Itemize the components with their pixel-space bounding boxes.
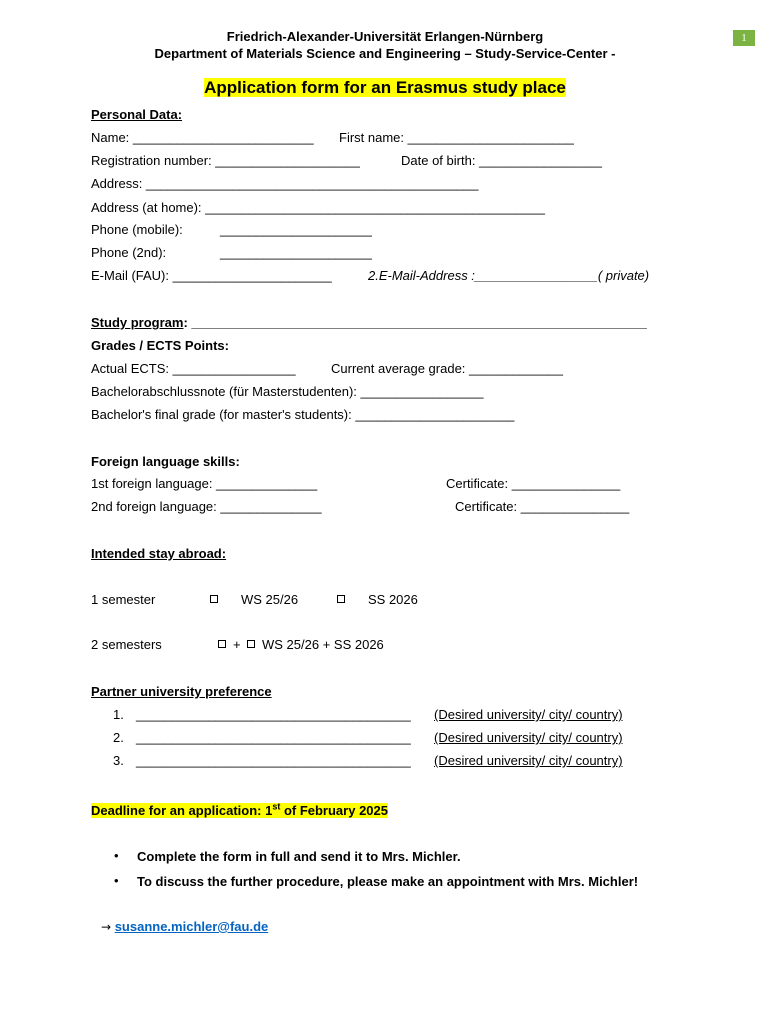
two-semesters-ss-checkbox[interactable] — [247, 640, 255, 648]
partner-item-desc: (Desired university/ city/ country) — [434, 730, 623, 745]
bullet-item: Complete the form in full and send it to Mrs. Michler. — [137, 849, 461, 864]
current-average-grade-field[interactable]: Current average grade: _____________ — [331, 361, 564, 376]
bullet-icon: • — [114, 873, 119, 888]
phone-mobile-label: Phone (mobile): — [91, 222, 183, 237]
partner-item-line[interactable]: ______________________________________ — [136, 730, 411, 745]
personal-data-heading: Personal Data: — [91, 107, 183, 122]
deadline-sup: st — [272, 802, 281, 812]
date-of-birth-field[interactable]: Date of birth: _________________ — [401, 153, 602, 168]
partner-item-desc: (Desired university/ city/ country) — [434, 753, 623, 768]
contact-email-link[interactable]: susanne.michler@fau.de — [114, 919, 269, 934]
home-address-field[interactable]: Address (at home): _______________________________________________ — [91, 200, 545, 215]
language-skills-heading: Foreign language skills: — [91, 454, 240, 469]
page-number-badge: 1 — [733, 30, 755, 46]
partner-preference-heading: Partner university preference — [91, 684, 272, 699]
address-field[interactable]: Address: ______________________________________________ — [91, 176, 479, 191]
stay-abroad-heading: Intended stay abroad: — [91, 546, 227, 561]
two-semesters-ws-checkbox[interactable] — [218, 640, 226, 648]
study-program-label: Study program — [91, 315, 184, 330]
second-language-certificate-field[interactable]: Certificate: _______________ — [455, 499, 630, 514]
plus-sign: + — [233, 637, 241, 652]
study-program-row — [91, 315, 647, 330]
ss-checkbox[interactable] — [337, 595, 345, 603]
bullet-item: To discuss the further procedure, please make an appointment with Mrs. Michler! — [137, 874, 639, 889]
ss-option-label: SS 2026 — [368, 592, 418, 607]
first-name-field[interactable]: First name: _______________________ — [339, 130, 574, 145]
first-language-certificate-field[interactable]: Certificate: _______________ — [446, 476, 621, 491]
phone-mobile-field[interactable]: _____________________ — [220, 222, 372, 237]
deadline-notice — [91, 802, 388, 818]
partner-item-number: 3. — [113, 753, 124, 768]
first-language-field[interactable]: 1st foreign language: ______________ — [91, 476, 318, 491]
phone-2nd-field[interactable]: _____________________ — [220, 245, 372, 260]
department-name: Department of Materials Science and Engineering – Study-Service-Center - — [154, 46, 616, 61]
partner-item-line[interactable]: ______________________________________ — [136, 707, 411, 722]
bachelor-grade-en-field[interactable]: Bachelor's final grade (for master's students): ______________________ — [91, 407, 515, 422]
one-semester-label: 1 semester — [91, 592, 156, 607]
deadline-text — [91, 803, 388, 818]
page-title: Application form for an Erasmus study place — [204, 78, 566, 97]
email-fau-field[interactable]: E-Mail (FAU): ______________________ — [91, 268, 332, 283]
registration-number-field[interactable]: Registration number: ____________________ — [91, 153, 360, 168]
email-private-field[interactable]: 2.E-Mail-Address :_________________( private) — [368, 268, 650, 283]
ws-checkbox[interactable] — [210, 595, 218, 603]
name-field[interactable]: Name: _________________________ — [91, 130, 314, 145]
two-semesters-label: 2 semesters — [91, 637, 162, 652]
partner-item-desc: (Desired university/ city/ country) — [434, 707, 623, 722]
partner-item-number: 1. — [113, 707, 124, 722]
bachelor-grade-de-field[interactable]: Bachelorabschlussnote (für Masterstudenten): _________________ — [91, 384, 484, 399]
partner-item-number: 2. — [113, 730, 124, 745]
ws-option-label: WS 25/26 — [241, 592, 299, 607]
deadline-prefix: Deadline for an application: 1 — [91, 803, 273, 819]
second-language-field[interactable]: 2nd foreign language: ______________ — [91, 499, 322, 514]
partner-item-line[interactable]: ______________________________________ — [136, 753, 411, 768]
two-semesters-option-label: WS 25/26 + SS 2026 — [262, 637, 384, 652]
study-program-field[interactable]: : _______________________________________________________________ — [183, 315, 647, 330]
arrow-right-icon: → — [101, 920, 112, 934]
grades-heading: Grades / ECTS Points: — [91, 338, 229, 353]
university-name: Friedrich-Alexander-Universität Erlangen-Nürnberg — [226, 29, 544, 44]
deadline-suffix: of February 2025 — [280, 803, 388, 819]
actual-ects-field[interactable]: Actual ECTS: _________________ — [91, 361, 296, 376]
title-wrap — [0, 78, 770, 98]
bullet-icon: • — [114, 848, 119, 863]
phone-2nd-label: Phone (2nd): — [91, 245, 167, 260]
contact-row — [101, 919, 268, 934]
